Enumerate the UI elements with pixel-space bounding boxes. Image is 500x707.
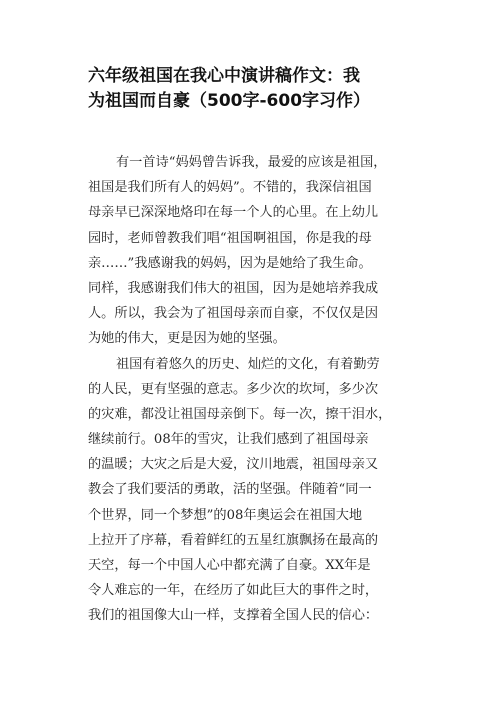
body-line: 的人民，更有坚强的意志。多少次的坎坷，多少次: [88, 381, 379, 397]
body-line: 人。所以，我会为了祖国母亲而自豪，不仅仅是因: [88, 306, 379, 322]
body-line: 我们的祖国像大山一样，支撑着全国人民的信心：: [88, 608, 379, 624]
body-line: 个世界，同一个梦想”的08年奥运会在祖国大地: [88, 507, 363, 523]
body-line: 亲……”我感谢我的妈妈，因为是她给了我生命。: [88, 255, 372, 271]
body-line: 母亲早已深深地烙印在每一个人的心里。在上幼儿: [88, 205, 379, 221]
title-line-2: 为祖国而自豪（500字-600字习作）: [88, 91, 371, 111]
body-line: 令人难忘的一年，在经历了如此巨大的事件之时，: [88, 583, 379, 599]
body-line: 园时，老师曾教我们唱“祖国啊祖国，你是我的母: [88, 230, 372, 246]
body-line: 上拉开了序幕，看着鲜红的五星红旗飘扬在最高的: [88, 532, 379, 548]
document-title: [88, 64, 428, 114]
body-line: 祖国是我们所有人的妈妈”。不错的，我深信祖国: [88, 180, 372, 196]
body-line: 教会了我们要活的勇敢，活的坚强。伴随着“同一: [88, 482, 372, 498]
body-line: 有一首诗“妈妈曾告诉我，最爱的应该是祖国，: [116, 155, 387, 170]
body-line: 同样，我感谢我们伟大的祖国，因为是她培养我成: [88, 280, 379, 296]
body-line: 天空，每一个中国人心中都充满了自豪。XX年是: [88, 558, 371, 573]
document-body: [88, 150, 428, 629]
body-line: 为她的伟大，更是因为她的坚强。: [88, 331, 286, 347]
body-line: 的灾难，都没让祖国母亲倒下。每一次，擦干泪水，: [88, 406, 392, 422]
title-line-1: 六年级祖国在我心中演讲稿作文：我: [88, 66, 360, 86]
body-line: 祖国有着悠久的历史、灿烂的文化，有着勤劳: [116, 356, 380, 372]
body-line: 继续前行。08年的雪灾，让我们感到了祖国母亲: [88, 432, 369, 448]
body-line: 的温暖；大灾之后是大爱，汶川地震，祖国母亲又: [88, 457, 379, 473]
